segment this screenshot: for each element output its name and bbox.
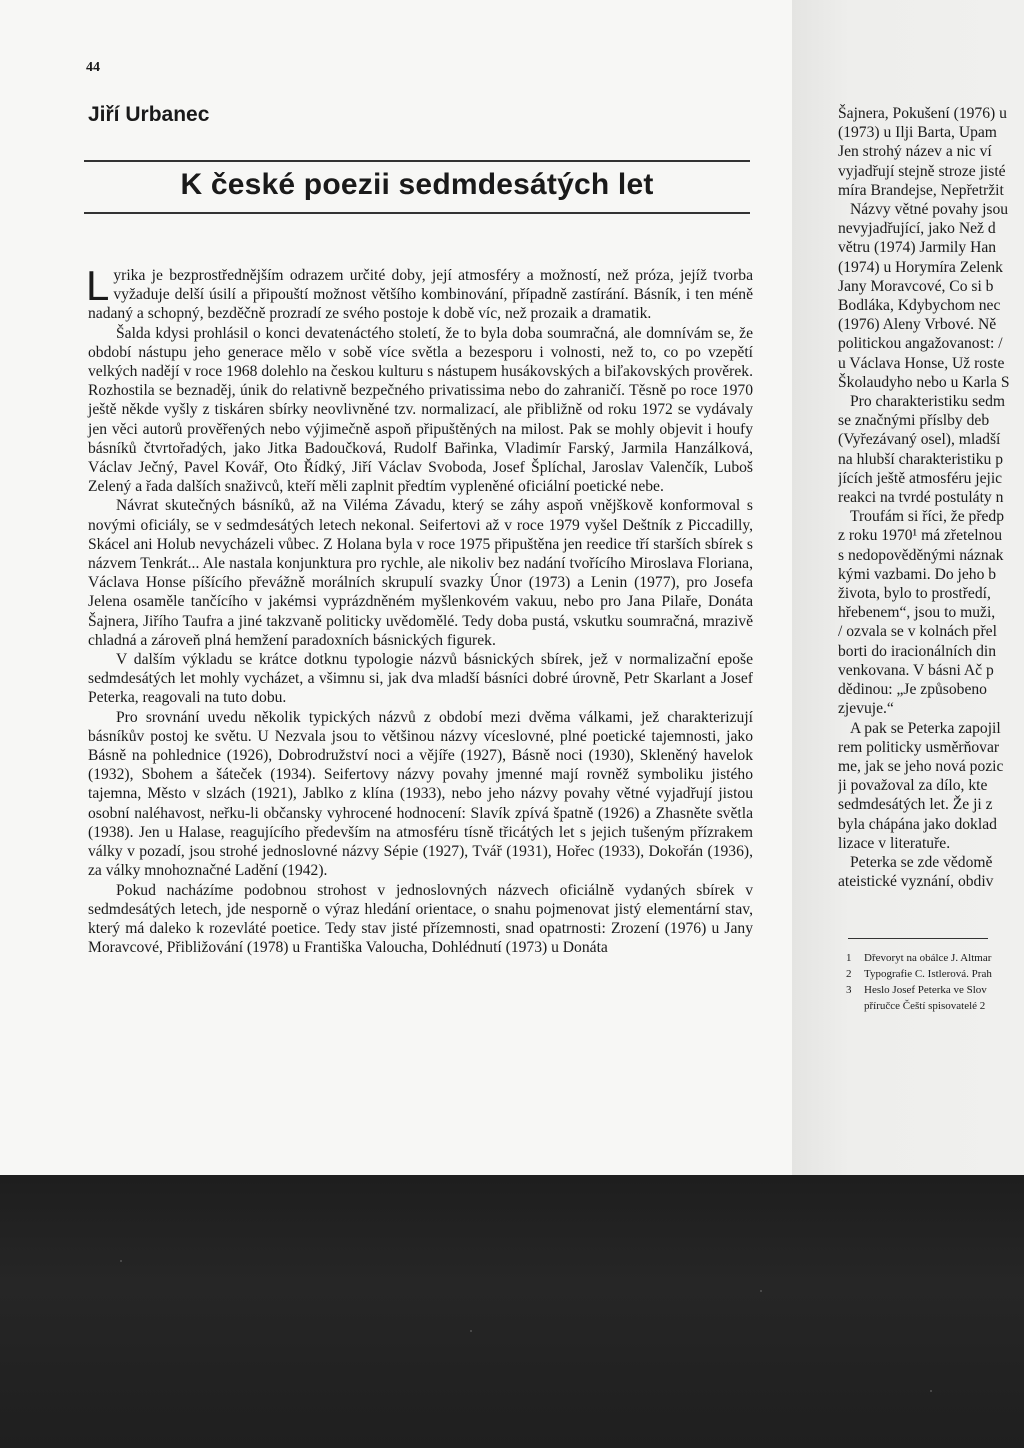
right-page-line: z roku 1970¹ má zřetelnou xyxy=(838,527,1003,545)
right-page-line: borti do iracionálních din xyxy=(838,642,997,660)
right-page-line: A pak se Peterka zapojil xyxy=(850,719,1001,737)
footnote xyxy=(846,950,1024,966)
right-page-line: me, jak se jeho nová pozic xyxy=(838,757,1004,775)
right-page-line: politickou angažovanost: / xyxy=(838,335,1003,353)
right-page-line: Názvy větné povahy jsou xyxy=(850,201,1009,219)
right-page-line: (1973) u Ilji Barta, Upam xyxy=(838,124,997,142)
right-page-line: zjevuje.“ xyxy=(838,700,894,718)
right-page-line: reakci na tvrdé postuláty n xyxy=(838,489,1004,507)
footnote-text: Typografie C. Istlerová. Prah xyxy=(864,968,992,980)
right-page-line: sedmdesátých let. Že ji z xyxy=(838,796,993,814)
right-page-line: lizace v literatuře. xyxy=(838,834,951,852)
scan-speck xyxy=(760,1290,762,1292)
right-page-line: Pro charakteristiku sedm xyxy=(850,393,1006,411)
right-page-line: (1976) Aleny Vrbové. Ně xyxy=(838,316,997,334)
right-page-line: na hlubší charakteristiku p xyxy=(838,450,1003,468)
footnote-text: Dřevoryt na obálce J. Altmar xyxy=(864,952,992,964)
title-rule-top xyxy=(84,160,750,162)
footnote-text: Heslo Josef Peterka ve Slov xyxy=(864,984,987,996)
paragraph xyxy=(86,262,753,324)
right-page-line: Jen strohý název a nic ví xyxy=(838,143,992,161)
footnotes xyxy=(846,950,1024,1014)
right-page-line: Jany Moravcové, Co si b xyxy=(838,277,994,295)
paragraph-text: yrika je bezprostřednějším odrazem určité doby, její atmosféry a možností, než próza, jejíž tvorba vyžaduje delší úsilí a připouští možnost většího kombinování, případně zastírání. Básník, i ten méně nadaný a schopný, bezděčně prozradí ze svého postoje k době víc, než prozaik a dramatik. xyxy=(88,267,753,323)
right-page-line: ji považoval za dílo, kte xyxy=(838,777,988,795)
title-rule-bottom xyxy=(84,212,750,214)
right-page-line: Školaudyho nebo u Karla S xyxy=(838,373,1010,391)
footnote-rule xyxy=(848,938,988,939)
right-page-line: (1974) u Horymíra Zelenk xyxy=(838,258,1003,276)
right-page-line: ateistické vyznání, obdiv xyxy=(838,873,994,891)
right-page-line: rem politicky usměrňovar xyxy=(838,738,1000,756)
right-page-line: hřebenem“, jsou to muži, xyxy=(838,604,996,622)
paragraph: V dalším výkladu se krátce dotknu typologie názvů básnických sbírek, jež v normalizační epoše sedmdesátých let mohly vycházet, a všimnu si, jak dva mladší básníci dobré úrovně, Petr Skarlant a Josef Peterka, reagovali na tuto dobu. xyxy=(88,651,753,707)
footnote xyxy=(846,998,1024,1014)
right-page-line: u Václava Honse, Už roste xyxy=(838,354,1005,372)
article-title: K české poezii sedmdesátých let xyxy=(180,168,654,201)
right-page-line: (Vyřezávaný osel), mladší xyxy=(838,431,1001,449)
right-page-line: / ozvala se v kolnách přel xyxy=(838,623,997,641)
right-page-line: Šajnera, Pokušení (1976) u xyxy=(838,105,1007,122)
right-page-line: venkovana. V básni Ač p xyxy=(838,661,994,679)
right-page-line: jících ještě atmosféru jejic xyxy=(838,469,1003,487)
right-page-line: Bodláka, Kdybychom nec xyxy=(838,297,1001,315)
right-page-line: vyjadřují stejně stroze jisté xyxy=(838,162,1006,180)
paragraph: Šalda kdysi prohlásil o konci devatenáctého století, že to byla doba soumračná, ale domnívám se, že období nástupu jeho generace mělo v sobě více světla a bezesporu i volnosti, než to, co po vzepětí velkých nadějí v roce 1968 dolehlo na českou kulturu s nástupem husákovských a biľakovských prověrek. Rozhostila se beznaděj, únik do relativně bezpečného privatissima nebo do zahraničí. Těsně po roce 1970 ještě někde vyšly z tiskáren sbírky neovlivněné tzv. normalizací, ale přibližně od roku 1972 se vydávaly jen věci autorů prověřených nebo výjimečně aspoň připuštěných na milost. Pak se mohly objevit i houfy básníků čtvrtořadých, jako Jitka Badoučková, Rudolf Bařinka, Vladimír Farský, Jarmila Hanzálková, Václav Ječný, Pavel Kovář, Oto Řídký, Jiří Václav Svoboda, Josef Šplíchal, Jaroslav Valenčík, Luboš Zelený a řada dalších snaživců, kteří měli zaplnit předtím vypleněné oficiální poetické nebe. xyxy=(88,324,753,496)
footnote-number: 1 xyxy=(846,952,852,964)
right-page-line: dědinou: „Je způsobeno xyxy=(838,681,987,699)
right-page-line: byla chápána jako doklad xyxy=(838,815,997,833)
scan-speck xyxy=(120,1260,122,1262)
right-page-line: Peterka se zde vědomě xyxy=(850,853,993,871)
right-page-line: kými vazbami. Do jeho b xyxy=(838,565,997,583)
right-page-line: s nedopověděnými náznak xyxy=(838,546,1004,564)
page-number: 44 xyxy=(86,60,100,75)
paragraph: Pro srovnání uvedu několik typických názvů z období mezi dvěma válkami, jež charakterizují básníkův postoj ke světu. U Nezvala jsou to většinou názvy víceslovné, plné poetické tajemnosti, jako Básně na pohlednice (1926), Dobrodružství noci a vějíře (1927), Básně noci (1930), Skleněný havelok (1932), Sbohem a šáteček (1934). Seifertovy názvy povahy jmenné mají rovněž symboliku jistého tajemna, Město v slzách (1921), Jablko z klína (1933), nebo jeho názvy povahy větné vyjadřují jistou osobní naléhavost, neřku-li občansky vyhrocené hodnocení: Slavík zpívá špatně (1926) a Zhasněte světla (1938). Jen u Halase, reagujícího především na atmosféru tísně třicátých let s jejich tušeným přízrakem války v pozadí, jsou strohé jednoslovné názvy Sépie (1927), Tvář (1931), Hořec (1933), Dokořán (1936), za války mnohoznačné Ladění (1942). xyxy=(88,708,753,880)
footnote xyxy=(846,982,1024,998)
article-author: Jiří Urbanec xyxy=(88,103,210,126)
right-page-line: nevyjadřující, jako Než d xyxy=(838,220,996,238)
drop-cap: L xyxy=(86,262,110,309)
footnote xyxy=(846,966,1024,982)
article-body xyxy=(86,262,753,957)
right-page-line: života, bylo to prostředí, xyxy=(838,585,991,603)
right-page-text xyxy=(838,104,1024,891)
right-page-line: Troufám si říci, že předp xyxy=(850,508,1005,526)
footnote-number: 2 xyxy=(846,968,852,980)
right-page-line: větru (1974) Jarmily Han xyxy=(838,239,997,257)
footnote-number: 3 xyxy=(846,984,852,996)
paragraph: Pokud nacházíme podobnou strohost v jednoslovných názvech oficiálně vydaných sbírek v sedmdesátých letech, jde nesporně o výraz hledání orientace, o snahu pojmenovat jistý elementární stav, který má daleko k rozevláté poetice. Tedy stav jisté přízemnosti, snad opatrnosti: Zrození (1976) u Jany Moravcové, Přibližování (1978) u Františka Valoucha, Dohlédnutí (1973) u Donáta xyxy=(88,881,753,957)
scan-speck xyxy=(470,1330,472,1332)
scan-speck xyxy=(930,1390,932,1392)
footnote-text: příručce Čeští spisovatelé 2 xyxy=(864,1000,986,1012)
paragraph: Návrat skutečných básníků, až na Viléma Závadu, který se záhy aspoň vnějškově konformoval s novými oficiály, se v sedmdesátých letech nekonal. Seifertovi až v roce 1979 vyšel Deštník z Piccadilly, Skácel ani Holub nevycházeli vůbec. Z Holana byla v roce 1975 připuštěna jen reedice tří starších sbírek s názvem Tenkrát... Ale nastala konjunktura pro rychle, ale nikoliv bez nadání tvořícího Miroslava Floriana, Václava Honse píšícího převážně morálních skrupulí svazky Únor (1973) a Lenin (1977), pro Josefa Jelena osaměle tančícího v jakémsi vyprázdněném myšlenkovém vakuu, nebo pro Jana Pilaře, Donáta Šajnera, Jiřího Taufra a jiné takzvaně politicky uvědomělé. Tedy doba pustá, vskutku soumračná, mrazivě chladná a zároveň plná hemžení paradoxních básnických figurek. xyxy=(88,497,753,649)
right-page-line: míra Brandejse, Nepřetržit xyxy=(838,181,1004,199)
scanner-background xyxy=(0,1175,1024,1448)
right-page-line: se značnými příslby deb xyxy=(838,412,990,430)
